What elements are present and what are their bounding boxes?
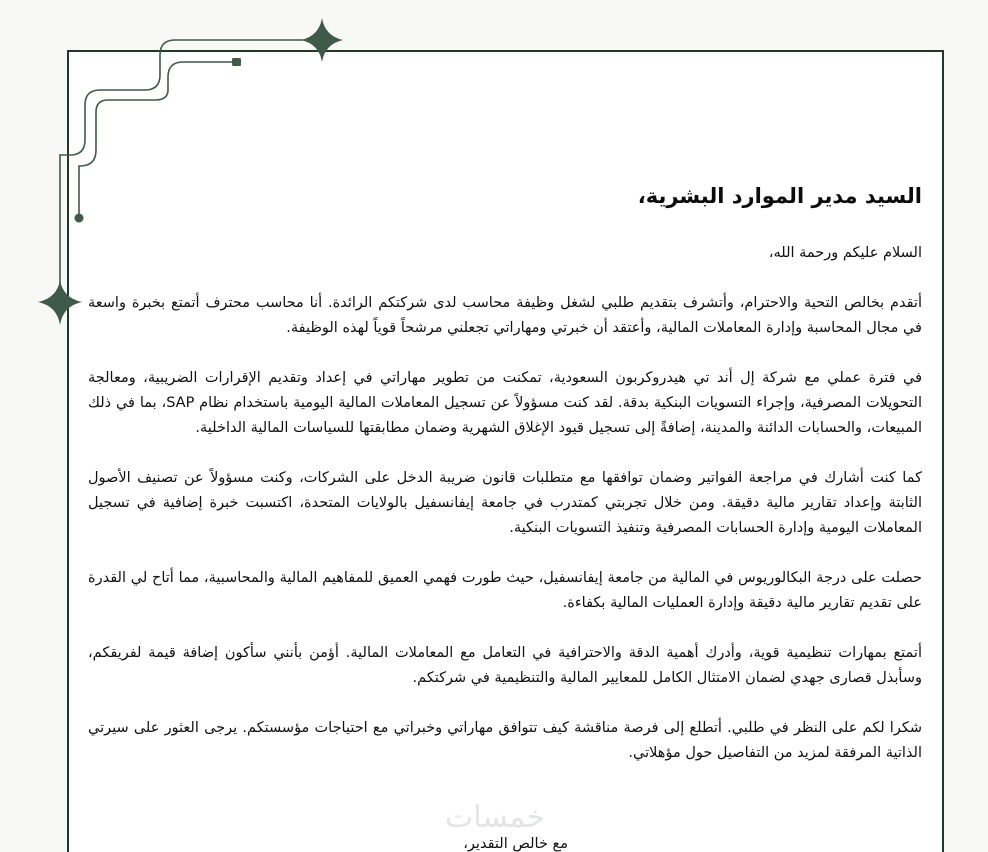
paragraph-experience: في فترة عملي مع شركة إل أند تي هيدروكربون السعودية، تمكنت من تطوير مهاراتي في إعداد وتقديم الإقرارات الضريبية، ومعالجة التحويلات المصرفية، وإجراء التسويات البنكية بدقة. لقد كنت مسؤولاً عن تسجيل المعاملات المالية اليومية باستخدام نظام SAP، بما في ذلك المبيعات، والحسابات الدائنة والمدينة، إضافةً إلى تسجيل قيود الإغلاق الشهرية وضمان مطابقتها للسياسات المالية الداخلية. <box>88 370 922 436</box>
watermark-logo: خمسات <box>444 800 546 835</box>
letter-closing: مع خالص التقدير، <box>463 836 568 852</box>
letter-heading: السيد مدير الموارد البشرية، <box>637 184 922 208</box>
paragraph-responsibilities: كما كنت أشارك في مراجعة الفواتير وضمان توافقها مع متطلبات قانون ضريبة الدخل على الشركات، وكنت مسؤولاً عن تصنيف الأصول الثابتة وإعداد تقارير مالية دقيقة. ومن خلال تجربتي كمتدرب في جامعة إيفانسفيل بالولايات المتحدة، اكتسبت خبرة إضافية في تسجيل المعاملات اليومية وإدارة الحسابات المصرفية وتنفيذ التسويات البنكية. <box>88 470 922 536</box>
paragraph-thanks: شكرا لكم على النظر في طلبي. أتطلع إلى فرصة مناقشة كيف تتوافق مهاراتي وخبراتي مع احتياجات مؤسستكم. يرجى العثور على سيرتي الذاتية المرفقة لمزيد من التفاصيل حول مؤهلاتي. <box>88 720 922 761</box>
paragraph-education: حصلت على درجة البكالوريوس في المالية من جامعة إيفانسفيل، حيث طورت فهمي العميق للمفاهيم المالية والمحاسبية، مما أتاح لي القدرة على تقديم تقارير مالية دقيقة وإدارة العمليات المالية بكفاءة. <box>88 570 922 611</box>
paragraph-skills: أتمتع بمهارات تنظيمية قوية، وأدرك أهمية الدقة والاحترافية في التعامل مع المعاملات المالية. أؤمن بأنني سأكون إضافة قيمة لفريقكم، وسأبذل قصارى جهدي لضمان الامتثال الكامل للمعايير المالية والتنظيمية في شركتكم. <box>88 645 922 686</box>
cover-letter-body <box>88 176 922 791</box>
paragraph-intro: أتقدم بخالص التحية والاحترام، وأتشرف بتقديم طلبي لشغل وظيفة محاسب لدى شركتكم الرائدة. أنا محاسب محترف أتمتع بخبرة واسعة في مجال المحاسبة وإدارة المعاملات المالية، وأعتقد أن خبرتي ومهاراتي تجعلني مرشحاً قوياً لهذه الوظيفة. <box>88 295 922 336</box>
letter-greeting: السلام عليكم ورحمة الله، <box>768 245 922 261</box>
